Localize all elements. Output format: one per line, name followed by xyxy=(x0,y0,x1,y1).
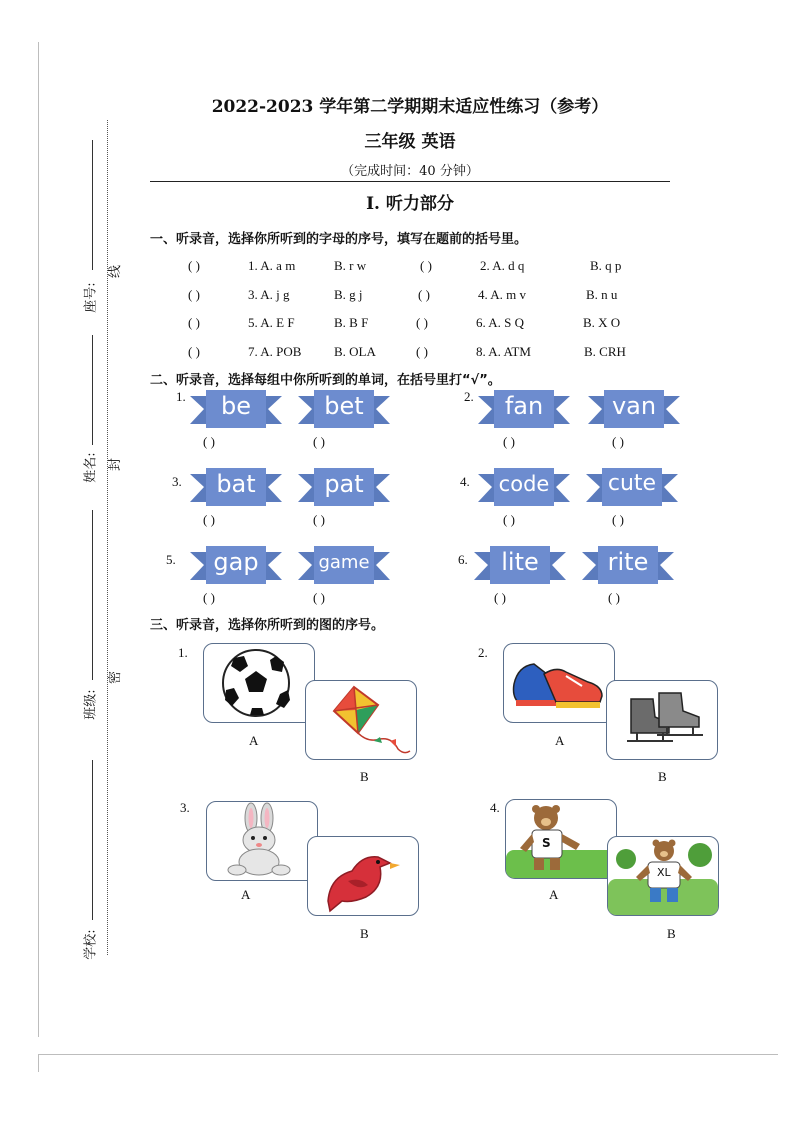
answer-paren[interactable]: ( ) xyxy=(203,590,215,605)
word-label: rite xyxy=(607,548,649,576)
picture-b-bird[interactable] xyxy=(307,836,419,916)
word-banner-bat xyxy=(190,466,282,508)
picture-b-ice-skates[interactable] xyxy=(606,680,718,760)
q1-item-2: 2. A. d q xyxy=(480,258,525,273)
answer-paren[interactable]: ( ) xyxy=(503,512,515,527)
q3-item-1-b-label: B xyxy=(360,769,369,784)
q3-item-2-a-label: A xyxy=(555,733,565,748)
shirt-size-s: S xyxy=(542,836,551,850)
q1-item-6: 6. A. S Q xyxy=(476,315,525,330)
exam-title: 2022-2023 学年第二学期期末适应性练习（参考） xyxy=(211,97,609,117)
answer-paren[interactable]: ( ) xyxy=(203,512,215,527)
q1-item-4-paren: ( ) xyxy=(418,287,430,302)
page-left-border xyxy=(38,42,39,1037)
kite-icon xyxy=(306,681,416,759)
answer-paren[interactable]: ( ) xyxy=(494,590,506,605)
name-rule xyxy=(92,335,93,445)
answer-paren[interactable]: ( ) xyxy=(313,512,325,527)
q1-item-3-b: B. g j xyxy=(334,287,363,302)
word-banner-game xyxy=(298,544,390,586)
word-banner-gap xyxy=(190,544,282,586)
q3-item-3-a-label: A xyxy=(241,887,251,902)
q1-item-1: 1. A. a m xyxy=(248,258,296,273)
picture-b-bear-xl-shirt[interactable] xyxy=(607,836,719,916)
q1-item-6-b: B. X O xyxy=(583,315,621,330)
word-label: bet xyxy=(324,392,364,420)
seal-dotted-line xyxy=(107,120,108,955)
q3-item-1-num: 1. xyxy=(178,645,188,660)
q1-item-2-b: B. q p xyxy=(590,258,622,273)
q1-heading: 一、听录音，选择你所听到的字母的序号，填写在题前的括号里。 xyxy=(150,232,528,247)
soccer-ball-icon xyxy=(204,644,314,722)
q1-item-4: 4. A. m v xyxy=(478,287,527,302)
word-label: van xyxy=(611,392,657,420)
q1-item-7: 7. A. POB xyxy=(248,344,302,359)
q1-item-3: 3. A. j g xyxy=(248,287,290,302)
word-label: cute xyxy=(607,471,657,496)
word-label: bat xyxy=(216,470,256,498)
picture-a-bear-small-shirt[interactable] xyxy=(505,799,617,879)
q1-item-8: 8. A. ATM xyxy=(476,344,531,359)
word-label: pat xyxy=(324,470,364,498)
word-label: game xyxy=(318,552,370,573)
ice-skates-icon xyxy=(607,681,717,759)
picture-a-sneakers[interactable] xyxy=(503,643,615,723)
q2-group-1-num: 1. xyxy=(176,389,186,404)
exam-subtitle: 三年级 英语 xyxy=(364,132,456,152)
sneakers-icon xyxy=(504,644,614,722)
q1-item-8-b: B. CRH xyxy=(584,344,626,359)
answer-paren[interactable]: ( ) xyxy=(203,434,215,449)
q3-item-2-b-label: B xyxy=(658,769,667,784)
class-rule xyxy=(92,510,93,680)
answer-paren[interactable]: ( ) xyxy=(503,434,515,449)
q1-item-5-b: B. B F xyxy=(334,315,369,330)
q3-item-3-num: 3. xyxy=(180,800,190,815)
class-label: 班级: xyxy=(83,689,99,720)
word-banner-rite xyxy=(582,544,674,586)
word-banner-pat xyxy=(298,466,390,508)
part1-title: I. 听力部分 xyxy=(366,194,454,214)
rabbit-icon xyxy=(207,802,317,880)
answer-paren[interactable]: ( ) xyxy=(612,434,624,449)
q1-item-7-paren: ( ) xyxy=(188,344,200,359)
exam-time: （完成时间：40 分钟） xyxy=(341,164,479,179)
q1-item-1-paren: ( ) xyxy=(188,258,200,273)
q2-heading: 二、听录音，选择每组中你所听到的单词，在括号里打“√”。 xyxy=(150,373,501,388)
q3-item-4-a-label: A xyxy=(549,887,559,902)
word-banner-cute xyxy=(586,466,678,508)
seat-label: 座号: xyxy=(83,282,99,313)
q1-item-3-paren: ( ) xyxy=(188,287,200,302)
seal-char-feng: 封 xyxy=(108,457,124,472)
q3-item-1-a-label: A xyxy=(249,733,259,748)
q2-group-6-num: 6. xyxy=(458,552,468,567)
word-banner-van xyxy=(588,388,680,430)
word-banner-lite xyxy=(474,544,566,586)
bear-small-shirt-icon xyxy=(506,800,616,878)
shirt-size-xl: XL xyxy=(657,866,671,879)
school-label: 学校: xyxy=(83,929,99,960)
seat-rule xyxy=(92,140,93,270)
q1-item-2-paren: ( ) xyxy=(420,258,432,273)
q3-item-2-num: 2. xyxy=(478,645,488,660)
answer-paren[interactable]: ( ) xyxy=(313,434,325,449)
q1-item-5-paren: ( ) xyxy=(188,315,200,330)
q1-item-5: 5. A. E F xyxy=(248,315,295,330)
q3-item-4-num: 4. xyxy=(490,800,500,815)
word-label: be xyxy=(221,392,251,420)
school-rule xyxy=(92,760,93,920)
q3-item-4-b-label: B xyxy=(667,926,676,941)
page-bottom-border xyxy=(38,1054,778,1055)
word-label: code xyxy=(498,472,550,496)
seal-char-mi: 密 xyxy=(108,670,124,685)
seal-char-line: 线 xyxy=(108,264,124,279)
picture-a-rabbit[interactable] xyxy=(206,801,318,881)
q2-group-2-num: 2. xyxy=(464,389,474,404)
word-banner-code xyxy=(478,466,570,508)
q3-item-3-b-label: B xyxy=(360,926,369,941)
answer-paren[interactable]: ( ) xyxy=(608,590,620,605)
picture-b-kite[interactable] xyxy=(305,680,417,760)
name-label: 姓名: xyxy=(83,452,99,483)
word-banner-be xyxy=(190,388,282,430)
picture-a-soccer-ball[interactable] xyxy=(203,643,315,723)
word-label: lite xyxy=(501,548,539,576)
answer-paren[interactable]: ( ) xyxy=(612,512,624,527)
word-label: gap xyxy=(213,548,259,576)
q1-item-7-b: B. OLA xyxy=(334,344,376,359)
q1-item-4-b: B. n u xyxy=(586,287,618,302)
q1-item-6-paren: ( ) xyxy=(416,315,428,330)
word-label: fan xyxy=(504,392,544,420)
word-banner-fan xyxy=(478,388,570,430)
q2-group-5-num: 5. xyxy=(166,552,176,567)
q2-group-3-num: 3. xyxy=(172,474,182,489)
word-banner-bet xyxy=(298,388,390,430)
answer-paren[interactable]: ( ) xyxy=(313,590,325,605)
q2-group-4-num: 4. xyxy=(460,474,470,489)
q3-heading: 三、听录音，选择你所听到的图的序号。 xyxy=(150,618,385,633)
q1-item-1-b: B. r w xyxy=(334,258,367,273)
q1-item-8-paren: ( ) xyxy=(416,344,428,359)
red-bird-icon xyxy=(308,837,418,915)
page-bottom-tick xyxy=(38,1054,39,1072)
header-rule xyxy=(150,181,670,182)
